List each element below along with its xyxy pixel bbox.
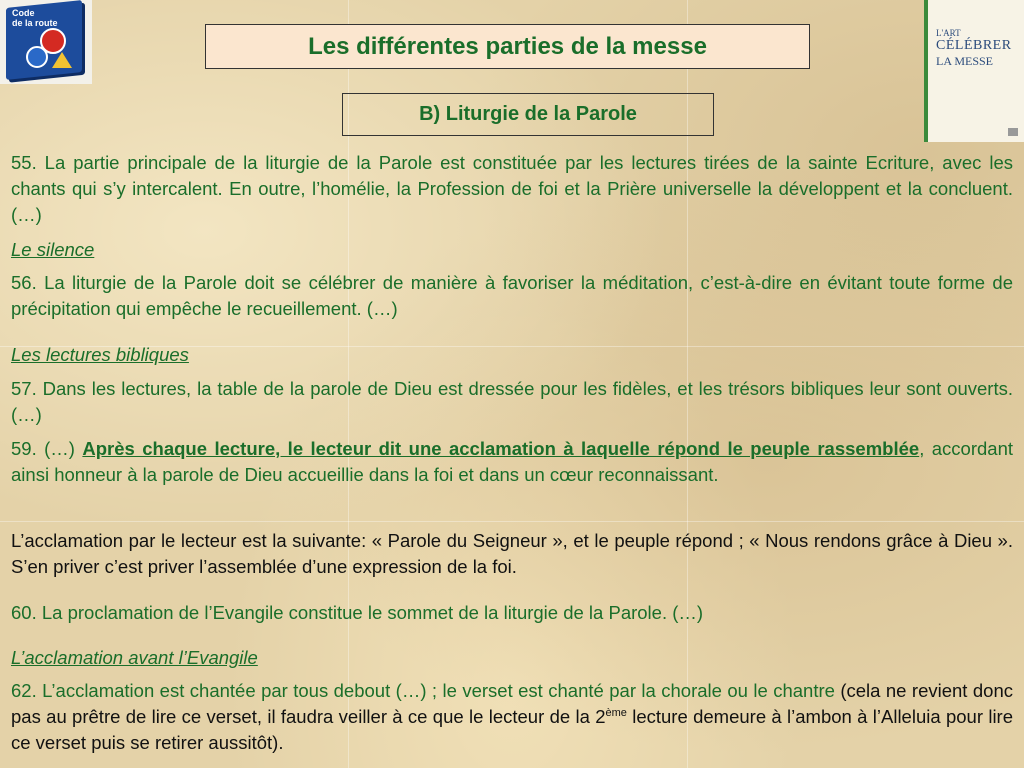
warning-sign-icon: [52, 52, 72, 68]
heading-le-silence: Le silence: [11, 239, 95, 260]
grid-line: [0, 521, 1024, 522]
book-title-line: LA MESSE: [936, 54, 994, 68]
paragraph-62-note-2: lecture demeure à l’ambon à l’Alleluia pour lire ce verset puis se retirer aussitôt).: [11, 706, 1014, 753]
slide-title: Les différentes parties de la messe: [205, 24, 810, 69]
code-de-la-route-book-image: [0, 0, 92, 84]
paragraph-55: 55. La partie principale de la liturgie de la Parole est constituée par les lectures tirées de la sainte Ecriture, avec les chants qui s’y intercalent. En outre, l’homélie, la Profession de foi et la Prière universelle la développent et la concluent. (…): [11, 152, 1013, 225]
paragraph-62-start: 62. L’acclamation est chantée par tous debout (…) ; le verset est chanté par la chorale ou le chantre: [11, 680, 835, 701]
paragraph-62-note-1: (cela ne revient donc pas au prêtre de lire ce verset, il faudra veiller à ce que le lecteur de la 2: [11, 680, 1013, 727]
book-title-line: L'ART: [936, 28, 961, 38]
art-de-celebrer-la-messe-book-image: [924, 0, 1024, 142]
publisher-logo: [1008, 128, 1018, 136]
paragraph-56: 56. La liturgie de la Parole doit se célébrer de manière à favoriser la méditation, c’est-à-dire en évitant toute forme de précipitation qui empêche le recueillement. (…): [11, 272, 1013, 319]
book-cover-text: Code de la route: [12, 8, 58, 28]
paragraph-59-end: , accordant ainsi honneur à la parole de Dieu accueillie dans la foi et dans un cœur reconnaissant.: [11, 438, 1013, 485]
paragraph-60: 60. La proclamation de l’Evangile constitue le sommet de la liturgie de la Parole. (…): [11, 602, 704, 623]
section-subtitle: B) Liturgie de la Parole: [342, 93, 714, 136]
road-sign-icon: [26, 46, 48, 68]
paragraph-57: 57. Dans les lectures, la table de la parole de Dieu est dressée pour les fidèles, et les trésors bibliques leur sont ouverts. (…): [11, 378, 1013, 425]
superscript-eme: ème: [605, 706, 627, 719]
book-title-line: CÉLÉBRER: [936, 38, 1012, 53]
paragraph-59: [11, 436, 1013, 488]
heading-acclamation-evangile: L’acclamation avant l’Evangile: [11, 647, 258, 668]
paragraph-62: [11, 678, 1013, 756]
paragraph-acclamation: L’acclamation par le lecteur est la suivante: « Parole du Seigneur », et le peuple répond ; « Nous rendons grâce à Dieu ». S’en priver c’est priver l’assemblée d’une expression de la foi.: [11, 530, 1013, 577]
paragraph-59-start: 59. (…): [11, 438, 83, 459]
paragraph-59-emphasis: Après chaque lecture, le lecteur dit une acclamation à laquelle répond le peuple rassemblée: [82, 438, 920, 459]
heading-lectures-bibliques: Les lectures bibliques: [11, 344, 189, 365]
